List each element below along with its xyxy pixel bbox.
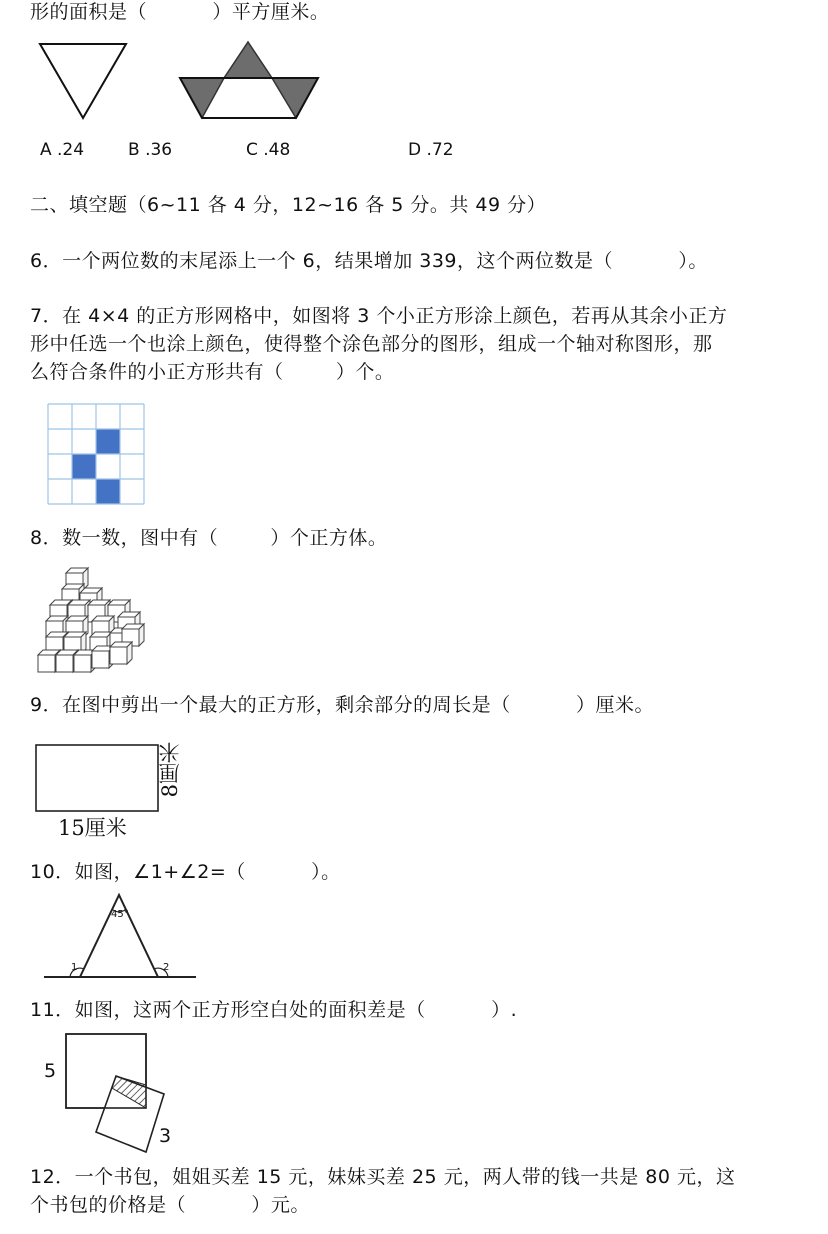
q10-apex-angle-label: 45°: [111, 909, 129, 920]
q5-trapezoid-figure: [178, 40, 320, 122]
q9-rectangle-figure: [35, 744, 159, 812]
q5-left-shaded-triangle: [180, 78, 224, 118]
q5-option-d: D .72: [408, 140, 454, 160]
q12-line-1: 12．一个书包，姐姐买差 15 元，妹妹买差 25 元，两人带的钱一共是 80 元，这: [30, 1166, 736, 1188]
q11-squares-figure: [62, 1032, 172, 1154]
q9-text: 9．在图中剪出一个最大的正方形，剩余部分的周长是（ ）厘米。: [30, 694, 654, 716]
q7-line-2: 形中任选一个也涂上颜色，使得整个涂色部分的图形，组成一个轴对称图形，那: [30, 333, 713, 355]
q7-shaded-cell: [96, 479, 120, 504]
q11-label-5: 5: [44, 1060, 57, 1082]
q7-shaded-cell: [72, 454, 96, 479]
q5-right-shaded-triangle: [272, 78, 318, 118]
q9-width-label: 15厘米: [58, 816, 127, 840]
q11-label-3: 3: [159, 1125, 172, 1147]
q11-text: 11．如图，这两个正方形空白处的面积差是（ ）.: [30, 999, 518, 1021]
q10-angle2-label: 2: [163, 962, 170, 973]
q10-triangle-figure: [40, 893, 200, 983]
q8-text: 8．数一数，图中有（ ）个正方体。: [30, 527, 388, 549]
q7-grid-figure: [48, 404, 146, 506]
q7-line-3: 么符合条件的小正方形共有（ ）个。: [30, 361, 395, 383]
q9-rectangle: [36, 745, 158, 811]
q5-option-a: A .24: [40, 140, 85, 160]
q7-shaded-cell: [96, 429, 120, 454]
q8-cubes-figure: [36, 566, 148, 674]
q5-triangle-figure: [38, 42, 128, 122]
q12-line-2: 个书包的价格是（ ）元。: [30, 1194, 310, 1216]
q10-angle1-label: 1: [71, 962, 78, 973]
q7-line-1: 7．在 4×4 的正方形网格中，如图将 3 个小正方形涂上颜色，若再从其余小正方: [30, 305, 728, 327]
q5-top-shaded-triangle: [224, 42, 272, 78]
q7-grid-lines: [48, 404, 144, 504]
q10-triangle: [80, 895, 158, 977]
q10-text: 10．如图，∠1+∠2=（ ）。: [30, 861, 341, 883]
section2-title: 二、填空题（6~11 各 4 分，12~16 各 5 分。共 49 分）: [30, 194, 547, 216]
q5-option-b: B .36: [128, 140, 173, 160]
q5-text: 形的面积是（ ）平方厘米。: [30, 1, 330, 23]
q9-height-label: 8厘米: [158, 742, 182, 798]
q8-cube-stack: [38, 568, 144, 672]
q6-text: 6．一个两位数的末尾添上一个 6，结果增加 339，这个两位数是（ ）。: [30, 250, 708, 272]
q5-inverted-triangle: [40, 44, 126, 118]
q5-option-c: C .48: [246, 140, 291, 160]
